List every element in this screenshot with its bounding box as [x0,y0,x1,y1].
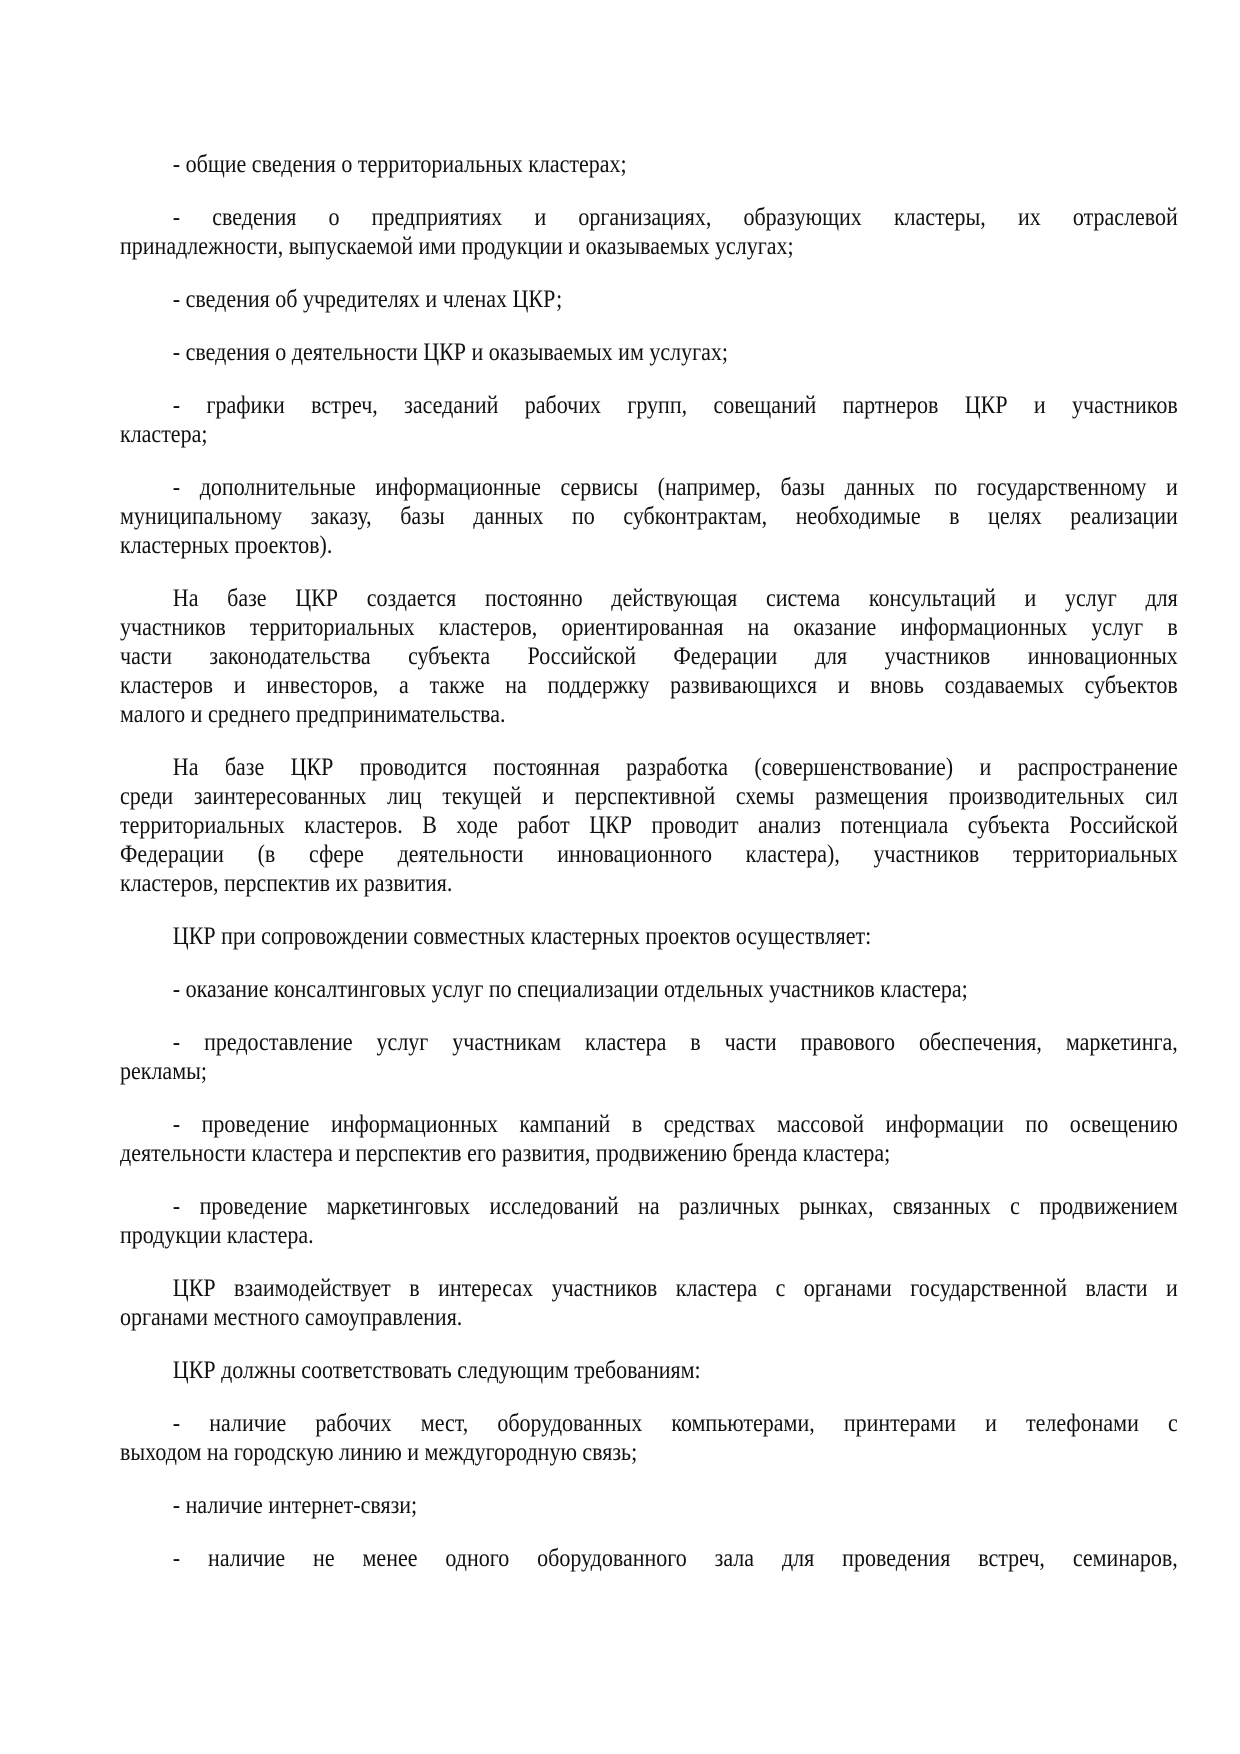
text-line: муниципальному заказу, базы данных по субконтрактам, необходимые в целях реализации [120,503,1178,530]
paragraph [120,753,1178,898]
text-line: - предоставление услуг участникам кластера в части правового обеспечения, маркетинга, [172,1029,1178,1056]
text-line: ЦКР взаимодействует в интересах участников кластера с органами государственной власти и [172,1275,1178,1302]
paragraph [120,285,1178,314]
text-line: кластерных проектов). [120,532,333,559]
document-body [120,150,1178,1597]
paragraph [120,150,1178,179]
text-line: среди заинтересованных лиц текущей и перспективной схемы размещения производительных сил [120,783,1178,810]
paragraph [120,1110,1178,1168]
text-line: - сведения о предприятиях и организациях, образующих кластеры, их отраслевой [172,204,1178,231]
paragraph [120,1409,1178,1467]
text-line: На базе ЦКР создается постоянно действующая система консультаций и услуг для [172,585,1178,612]
text-line: - проведение маркетинговых исследований на различных рынках, связанных с продвижением [172,1193,1178,1220]
text-line: продукции кластера. [120,1222,314,1249]
text-line: - дополнительные информационные сервисы (например, базы данных по государственному и [172,474,1178,501]
text-line: кластера; [120,421,208,448]
paragraph [120,338,1178,367]
text-line: участников территориальных кластеров, ориентированная на оказание информационных услуг в [120,614,1178,641]
paragraph [120,1274,1178,1332]
text-line: - графики встреч, заседаний рабочих групп, совещаний партнеров ЦКР и участников [172,392,1178,419]
text-line: - проведение информационных кампаний в средствах массовой информации по освещению [172,1111,1178,1138]
paragraph [120,1356,1178,1385]
text-line: На базе ЦКР проводится постоянная разработка (совершенствование) и распространение [172,754,1178,781]
text-line: Федерации (в сфере деятельности инновационного кластера), участников территориальных [120,841,1178,868]
text-line: - наличие интернет-связи; [172,1492,418,1519]
text-line: выходом на городскую линию и междугородную связь; [120,1439,638,1466]
paragraph [120,203,1178,261]
paragraph [120,584,1178,729]
text-line: - сведения об учредителях и членах ЦКР; [172,286,563,313]
paragraph [120,473,1178,560]
paragraph [120,1544,1178,1573]
text-line: кластеров и инвесторов, а также на поддержку развивающихся и вновь создаваемых субъектов [120,672,1178,699]
text-line: органами местного самоуправления. [120,1304,463,1331]
text-line: - общие сведения о территориальных кластерах; [172,151,627,178]
text-line: части законодательства субъекта Российской Федерации для участников инновационных [120,643,1178,670]
text-line: - наличие рабочих мест, оборудованных компьютерами, принтерами и телефонами с [172,1410,1178,1437]
text-line: малого и среднего предпринимательства. [120,701,506,728]
paragraph [120,391,1178,449]
paragraph [120,975,1178,1004]
text-line: кластеров, перспектив их развития. [120,870,453,897]
paragraph [120,1491,1178,1520]
text-line: ЦКР при сопровождении совместных кластерных проектов осуществляет: [172,923,872,950]
paragraph [120,1028,1178,1086]
text-line: принадлежности, выпускаемой ими продукции и оказываемых услугах; [120,233,794,260]
text-line: - наличие не менее одного оборудованного зала для проведения встреч, семинаров, [172,1545,1178,1572]
text-line: территориальных кластеров. В ходе работ ЦКР проводит анализ потенциала субъекта Российской [120,812,1178,839]
text-line: - оказание консалтинговых услуг по специализации отдельных участников кластера; [172,976,968,1003]
text-line: - сведения о деятельности ЦКР и оказываемых им услугах; [172,339,729,366]
text-line: деятельности кластера и перспектив его развития, продвижению бренда кластера; [120,1140,891,1167]
paragraph [120,1192,1178,1250]
text-line: рекламы; [120,1058,208,1085]
paragraph [120,922,1178,951]
text-line: ЦКР должны соответствовать следующим требованиям: [172,1357,701,1384]
